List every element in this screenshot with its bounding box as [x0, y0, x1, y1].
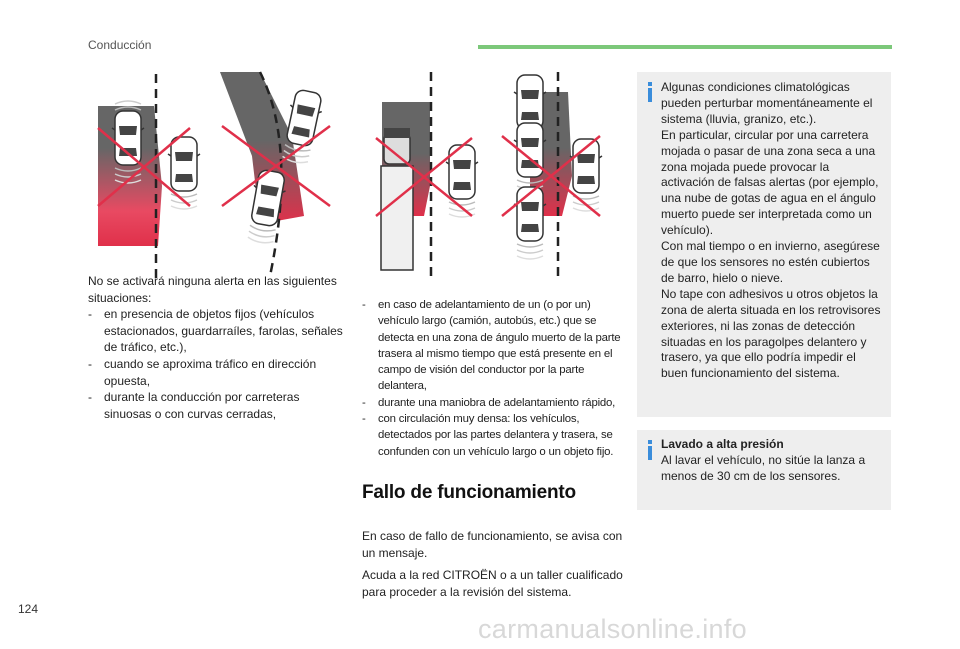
- scene-dense-traffic: [502, 72, 602, 278]
- header-rule: [478, 45, 892, 49]
- info-box-washing: [637, 430, 891, 510]
- info-icon: [648, 446, 652, 460]
- scene-curves: [220, 72, 330, 276]
- paragraph: Acuda a la red CITROËN o a un taller cualificado para proceder a la revisión del sistema.: [362, 568, 623, 599]
- info-box-weather: [637, 72, 891, 417]
- left-list-item: - en presencia de objetos fijos (vehículos estacionados, guardarraíles, farolas, señales de tráfico, etc.),: [88, 306, 346, 356]
- middle-column-paragraphs: [362, 528, 624, 606]
- page-number: 124: [18, 602, 39, 616]
- middle-column-list: [362, 297, 622, 460]
- scene-fixed-objects: [98, 74, 200, 278]
- middle-list-item: - en caso de adelantamiento de un (o por un) vehículo largo (camión, autobús, etc.) que se detecta en una zona de ángulo muerto de la parte trasera al mismo tiempo que está presente en el campo de visión del conductor por la parte delantera,: [362, 297, 622, 395]
- illustrations: [92, 66, 632, 286]
- info-icon: [648, 88, 652, 102]
- watermark: carmanualsonline.info: [478, 614, 747, 644]
- info-paragraph: No tape con adhesivos u otros objetos la zona de alerta situada en los retrovisores exteriores, ni las zonas de detección situadas en los paragolpes delantero y trasero, ya que ello podría impedir el buen funcionamiento del sistema.: [661, 286, 881, 381]
- info-paragraph: Al lavar el vehículo, no sitúe la lanza a menos de 30 cm de los sensores.: [661, 452, 866, 483]
- info-title: Lavado a alta presión: [661, 437, 784, 451]
- left-list-item: - cuando se aproxima tráfico en dirección opuesta,: [88, 356, 346, 389]
- left-list-item: - durante la conducción por carreteras sinuosas o con curvas cerradas,: [88, 389, 346, 422]
- left-intro: No se activará ninguna alerta en las siguientes situaciones:: [88, 274, 337, 305]
- info-paragraph: Algunas condiciones climatológicas pueden perturbar momentáneamente el sistema (lluvia, granizo, etc.).: [661, 80, 873, 126]
- section-heading: Fallo de funcionamiento: [362, 482, 576, 503]
- info-paragraph: En particular, circular por una carretera mojada o pasar de una zona seca a una zona mojada puede provocar la activación de falsas alertas (por ejemplo, una nube de gotas de agua en el ángulo muerto puede ser interpretada como un vehículo).: [661, 127, 879, 238]
- scene-long-vehicle: [376, 72, 478, 278]
- left-column-text: [88, 273, 346, 422]
- middle-list-item: - durante una maniobra de adelantamiento rápido,: [362, 395, 622, 411]
- info-paragraph: Con mal tiempo o en invierno, asegúrese de que los sensores no estén cubiertos de barro, hielo o nieve.: [661, 239, 880, 285]
- middle-list-item: - con circulación muy densa: los vehículos, detectados por las partes delantera y trasera, se confunden con un vehículo largo o un objeto fijo.: [362, 411, 622, 460]
- paragraph: En caso de fallo de funcionamiento, se avisa con un mensaje.: [362, 529, 623, 560]
- section-title: Conducción: [88, 38, 152, 52]
